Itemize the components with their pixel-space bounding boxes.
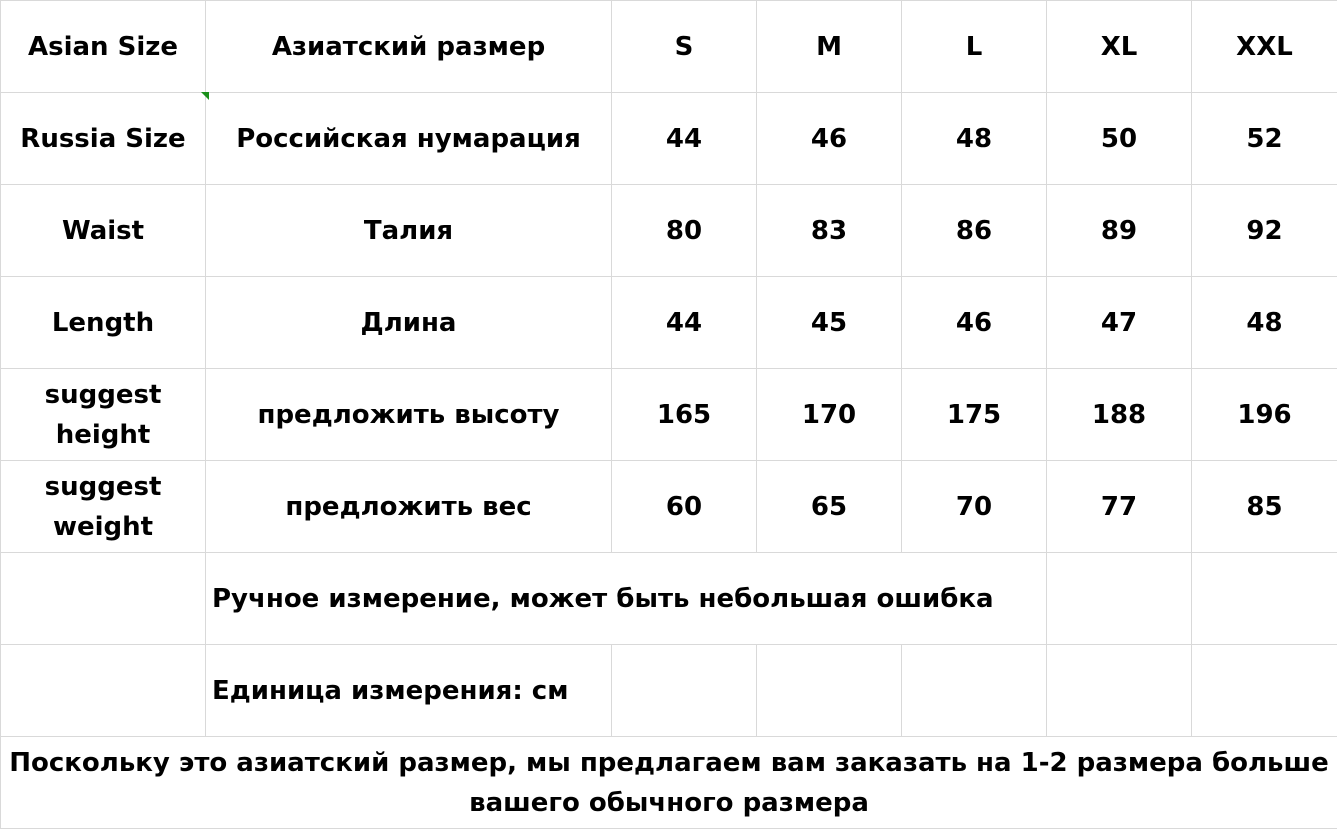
cell-value: 188: [1047, 369, 1192, 461]
row-label-ru: предложить вес: [206, 461, 612, 553]
row-label-ru: Талия: [206, 185, 612, 277]
header-asian-size-ru: Азиатский размер: [206, 1, 612, 93]
header-asian-size: Asian Size: [1, 1, 206, 93]
row-label-en: suggest weight: [1, 461, 206, 553]
row-label-ru: предложить высоту: [206, 369, 612, 461]
row-suggest-height: [1, 369, 1337, 461]
cell-value: 70: [902, 461, 1047, 553]
header-size-m: M: [757, 1, 902, 93]
row-label-en: suggest height: [1, 369, 206, 461]
empty-cell: [1192, 553, 1337, 645]
empty-cell: [1192, 645, 1337, 737]
empty-cell: [1047, 553, 1192, 645]
empty-cell: [757, 645, 902, 737]
cell-value: 196: [1192, 369, 1337, 461]
row-measurement-note: [1, 553, 1337, 645]
header-row: [1, 1, 1337, 93]
header-size-l: L: [902, 1, 1047, 93]
cell-value: 170: [757, 369, 902, 461]
cell-value: 47: [1047, 277, 1192, 369]
row-russia-size: [1, 93, 1337, 185]
cell-value: 50: [1047, 93, 1192, 185]
row-footer-note: [1, 737, 1337, 829]
cell-value: 65: [757, 461, 902, 553]
cell-value: 46: [757, 93, 902, 185]
empty-cell: [1047, 645, 1192, 737]
cell-value: 89: [1047, 185, 1192, 277]
cell-value: 48: [902, 93, 1047, 185]
row-label-en: Russia Size: [1, 93, 206, 185]
footer-note: Поскольку это азиатский размер, мы предлагаем вам заказать на 1-2 размера больше вашего обычного размера: [1, 737, 1337, 829]
row-label-en: Length: [1, 277, 206, 369]
cell-value: 44: [612, 93, 757, 185]
empty-cell: [612, 645, 757, 737]
empty-cell: [1, 553, 206, 645]
cell-value: 83: [757, 185, 902, 277]
header-size-xxl: XXL: [1192, 1, 1337, 93]
cell-value: 48: [1192, 277, 1337, 369]
cell-value: 80: [612, 185, 757, 277]
row-waist: [1, 185, 1337, 277]
header-size-s: S: [612, 1, 757, 93]
row-unit-note: [1, 645, 1337, 737]
row-label-ru: Российская нумарация: [206, 93, 612, 185]
cell-value: 60: [612, 461, 757, 553]
row-label-ru: Длина: [206, 277, 612, 369]
empty-cell: [902, 645, 1047, 737]
row-length: [1, 277, 1337, 369]
measurement-note: Ручное измерение, может быть небольшая ошибка: [206, 553, 1047, 645]
cell-value: 52: [1192, 93, 1337, 185]
cell-value: 77: [1047, 461, 1192, 553]
cell-value: 92: [1192, 185, 1337, 277]
cell-comment-marker: [201, 92, 209, 100]
cell-value: 175: [902, 369, 1047, 461]
cell-value: 85: [1192, 461, 1337, 553]
unit-note: Единица измерения: см: [206, 645, 612, 737]
cell-value: 165: [612, 369, 757, 461]
row-label-en: Waist: [1, 185, 206, 277]
cell-value: 86: [902, 185, 1047, 277]
empty-cell: [1, 645, 206, 737]
row-suggest-weight: [1, 461, 1337, 553]
header-size-xl: XL: [1047, 1, 1192, 93]
cell-value: 44: [612, 277, 757, 369]
cell-value: 46: [902, 277, 1047, 369]
cell-value: 45: [757, 277, 902, 369]
